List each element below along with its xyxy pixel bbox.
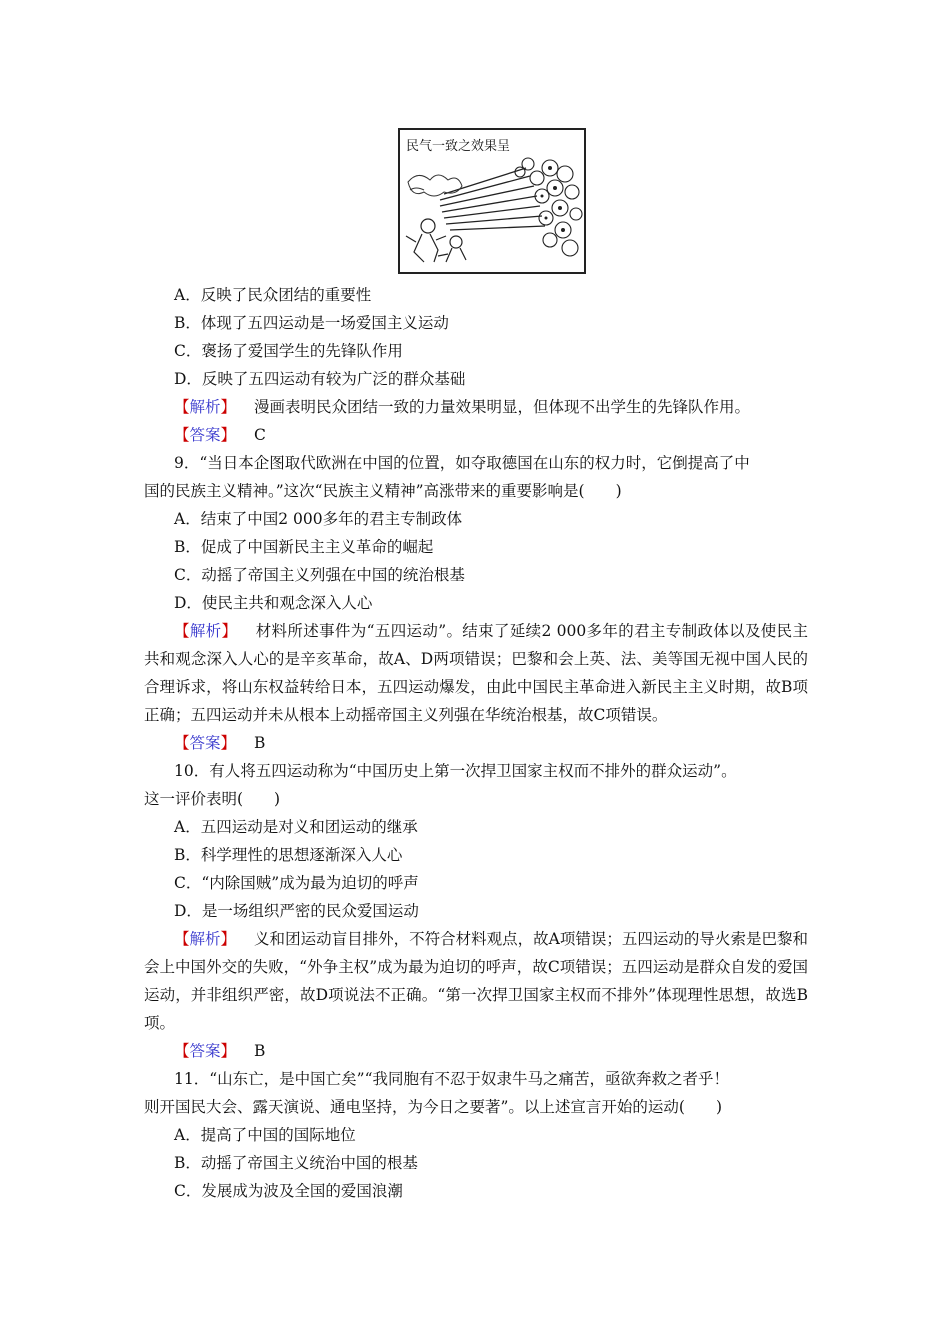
q8-option-d: D．反映了五四运动有较为广泛的群众基础 bbox=[174, 370, 466, 388]
analysis-tag: 【解析】 bbox=[174, 398, 237, 416]
q10-stem-line2: 这一评价表明( ) bbox=[144, 790, 281, 808]
q10-stem-line1: 10．有人将五四运动称为“中国历史上第一次捍卫国家主权而不排外的群众运动”。 bbox=[174, 762, 737, 780]
q9-stem-line2: 国的民族主义精神。”这次“民族主义精神”高涨带来的重要影响是( ) bbox=[144, 482, 622, 500]
analysis-label: 解析 bbox=[189, 398, 221, 416]
q8-analysis-text: 漫画表明民众团结一致的力量效果明显，但体现不出学生的先锋队作用。 bbox=[254, 398, 751, 416]
q11-option-c: C．发展成为波及全国的爱国浪潮 bbox=[174, 1182, 403, 1200]
q9-option-b: B．促成了中国新民主主义革命的崛起 bbox=[174, 538, 434, 556]
q8-option-b: B．体现了五四运动是一场爱国主义运动 bbox=[174, 314, 449, 332]
analysis-label: 解析 bbox=[189, 930, 221, 948]
q8-option-c: C．褒扬了爱国学生的先锋队作用 bbox=[174, 342, 403, 360]
answer-tag: 【答案】 bbox=[174, 426, 237, 444]
q8-answer bbox=[144, 421, 808, 449]
answer-tag: 【答案】 bbox=[174, 1042, 237, 1060]
q9-stem-line1: 9．“当日本企图取代欧洲在中国的位置，如夺取德国在山东的权力时，它倒提高了中 bbox=[174, 454, 750, 472]
q9-analysis-text: 材料所述事件为“五四运动”。结束了延续2 000多年的君主专制政体以及使民主共和观念深入人心的是辛亥革命，故A、D两项错误；巴黎和会上英、法、美等国无视中国人民的合理诉求，将山东权益转给日本，五四运动爆发，由此中国民主革命进入新民主主义时期，故B项正确；五四运动并未从根本上动摇帝国主义列强在华统治根基，故C项错误。 bbox=[144, 622, 808, 724]
q9-option-c: C．动摇了帝国主义列强在中国的统治根基 bbox=[174, 566, 465, 584]
q10-option-a: A．五四运动是对义和团运动的继承 bbox=[174, 818, 418, 836]
question-content bbox=[144, 281, 808, 1205]
q10-option-c: C．“内除国贼”成为最为迫切的呼声 bbox=[174, 874, 419, 892]
q8-option-a: A．反映了民众团结的重要性 bbox=[174, 286, 372, 304]
answer-tag: 【答案】 bbox=[174, 734, 237, 752]
q10-answer-value: B bbox=[254, 1042, 266, 1060]
q9-option-a: A．结束了中国2 000多年的君主专制政体 bbox=[174, 510, 463, 528]
q9-answer-value: B bbox=[254, 734, 266, 752]
q10-option-b: B．科学理性的思想逐渐深入人心 bbox=[174, 846, 403, 864]
q9-option-d: D．使民主共和观念深入人心 bbox=[174, 594, 373, 612]
analysis-tag: 【解析】 bbox=[174, 622, 238, 640]
answer-label: 答案 bbox=[189, 1042, 221, 1060]
analysis-tag: 【解析】 bbox=[174, 930, 237, 948]
q10-option-d: D．是一场组织严密的民众爱国运动 bbox=[174, 902, 419, 920]
q9-answer bbox=[144, 729, 808, 757]
q11-option-b: B．动摇了帝国主义统治中国的根基 bbox=[174, 1154, 418, 1172]
cartoon-caption: 民气一致之效果呈 bbox=[406, 139, 511, 154]
q10-analysis-text: 义和团运动盲目排外，不符合材料观点，故A项错误；五四运动的导火索是巴黎和会上中国外交的失败，“外争主权”成为最为迫切的呼声，故C项错误；五四运动是群众自发的爱国运动，并非组织严密，故D项说法不正确。“第一次捍卫国家主权而不排外”体现理性思想，故选B项。 bbox=[144, 930, 808, 1032]
cartoon-illustration bbox=[398, 128, 586, 274]
answer-label: 答案 bbox=[189, 426, 221, 444]
q11-stem-line1: 11．“山东亡，是中国亡矣”“我同胞有不忍于奴隶牛马之痛苦，亟欲奔救之者乎！ bbox=[174, 1070, 729, 1088]
answer-label: 答案 bbox=[189, 734, 221, 752]
analysis-label: 解析 bbox=[189, 622, 222, 640]
q10-analysis bbox=[144, 925, 808, 1037]
q11-stem-line2: 则开国民大会、露天演说、通电坚持，为今日之要著”。以上述宣言开始的运动( ) bbox=[144, 1098, 723, 1116]
q9-analysis bbox=[144, 617, 808, 729]
q11-option-a: A．提高了中国的国际地位 bbox=[174, 1126, 356, 1144]
q10-answer bbox=[144, 1037, 808, 1065]
q8-analysis bbox=[144, 393, 808, 421]
cartoon-drawing bbox=[400, 130, 584, 272]
q8-answer-value: C bbox=[254, 426, 266, 444]
